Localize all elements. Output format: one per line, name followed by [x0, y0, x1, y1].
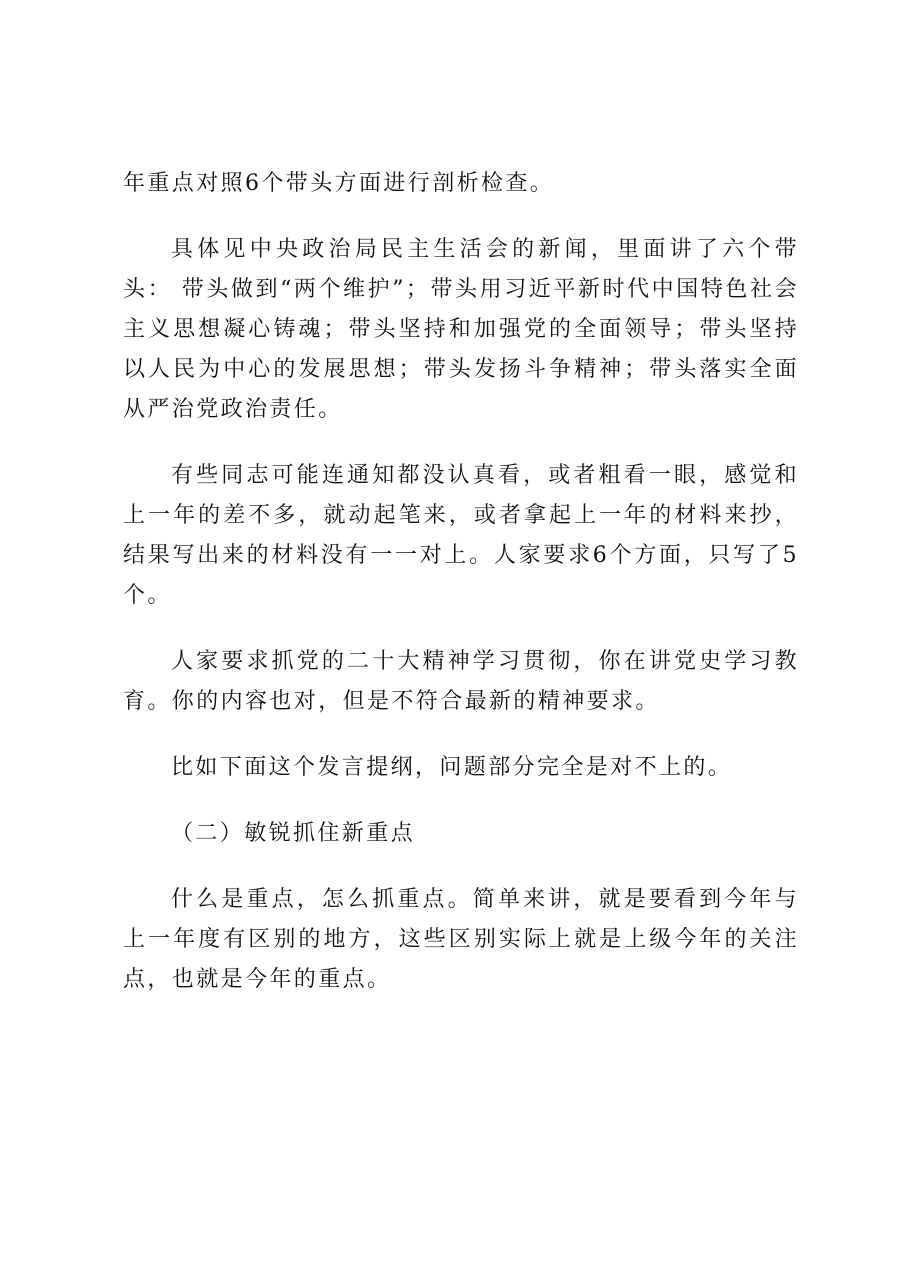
document-body	[123, 164, 799, 1026]
paragraph-continuation: 年重点对照6个带头方面进行剖析检查。	[123, 171, 555, 196]
paragraph-mismatch-example: 有些同志可能连通知都没认真看，或者粗看一眼，感觉和上一年的差不多，就动起笔来，或者拿起上一年的材料来抄，结果写出来的材料没有一一对上。人家要求6个方面，只写了5个。	[123, 463, 799, 608]
paragraph-what-is-focus: 什么是重点，怎么抓重点。简单来讲，就是要看到今年与上一年度有区别的地方，这些区别实际上就是上级今年的关注点，也就是今年的重点。	[123, 887, 799, 992]
paragraph-six-leading-aspects: 具体见中央政治局民主生活会的新闻，里面讲了六个带头： 带头做到“两个维护”；带头用习近平新时代中国特色社会主义思想凝心铸魂；带头坚持和加强党的全面领导；带头坚持以人民为中心的发展思想；带头发扬斗争精神；带头落实全面从严治党政治责任。	[123, 237, 799, 422]
paragraph-latest-requirements: 人家要求抓党的二十大精神学习贯彻，你在讲党史学习教育。你的内容也对，但是不符合最新的精神要求。	[123, 649, 799, 714]
paragraph-outline-example: 比如下面这个发言提纲，问题部分完全是对不上的。	[171, 755, 733, 780]
section-heading-new-focus: （二）敏锐抓住新重点	[171, 821, 416, 846]
